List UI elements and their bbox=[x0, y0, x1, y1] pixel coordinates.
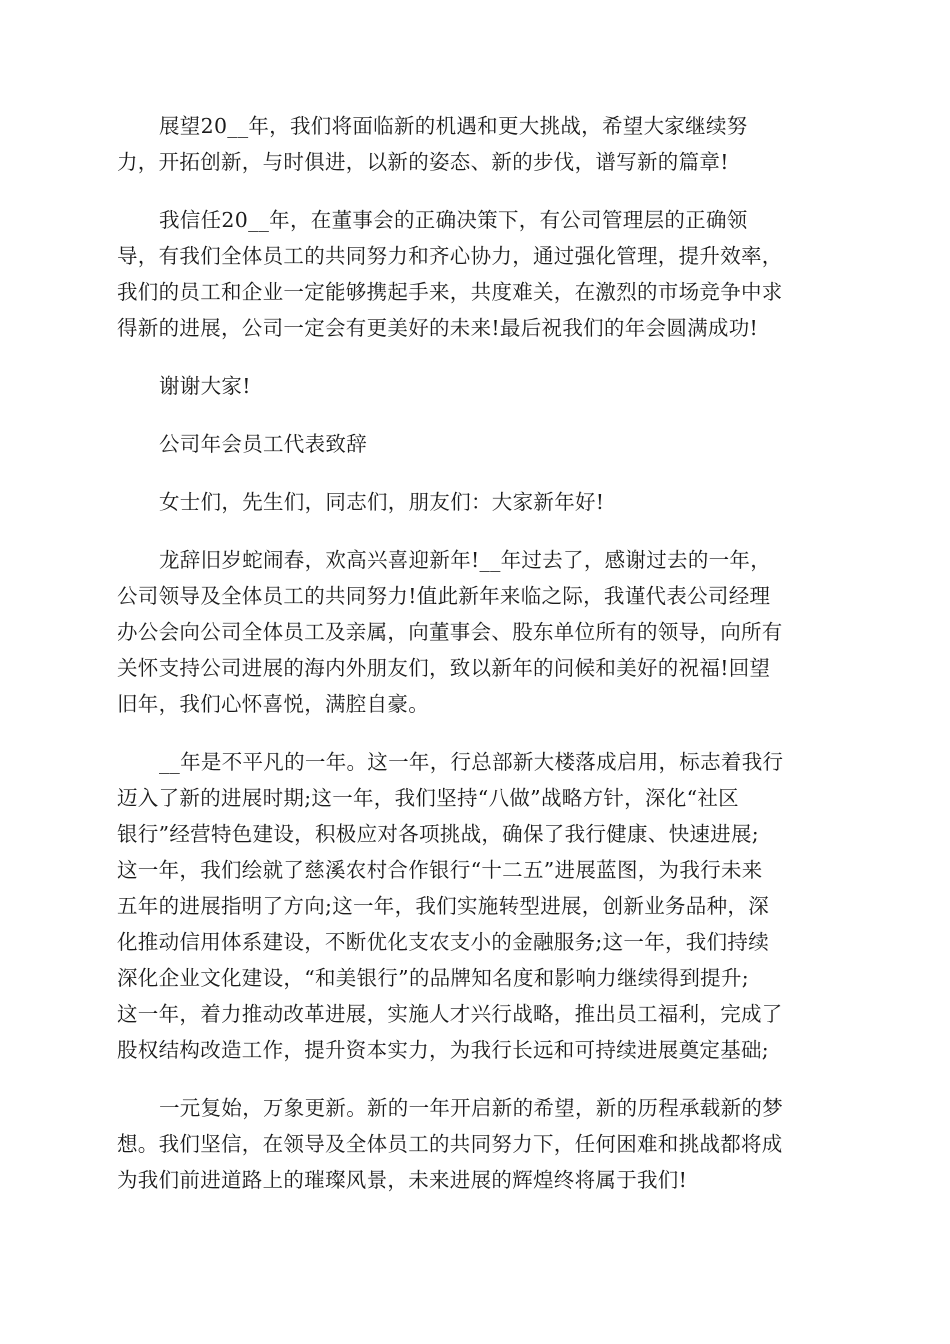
text-line: 想。我们坚信，在领导及全体员工的共同努力下，任何困难和挑战都将成 bbox=[117, 1132, 783, 1156]
section-title bbox=[117, 426, 837, 462]
text-line: 龙辞旧岁蛇闹春，欢高兴喜迎新年!__年过去了，感谢过去的一年， bbox=[159, 548, 772, 572]
text-line: 这一年，我们绘就了慈溪农村合作银行“十二五”进展蓝图，为我行未来 bbox=[117, 858, 763, 882]
text-line: 我信任20__年，在董事会的正确决策下，有公司管理层的正确领 bbox=[159, 208, 748, 232]
text-line: 旧年，我们心怀喜悦，满腔自豪。 bbox=[117, 692, 429, 716]
text-line: 五年的进展指明了方向;这一年，我们实施转型进展，创新业务品种，深 bbox=[117, 894, 770, 918]
text-line: 化推动信用体系建设，不断优化支农支小的金融服务;这一年，我们持续 bbox=[117, 930, 770, 954]
text-line: 我们的员工和企业一定能够携起手来，共度难关，在激烈的市场竞争中求 bbox=[117, 280, 783, 304]
text-line: 公司领导及全体员工的共同努力!值此新年来临之际，我谨代表公司经理 bbox=[117, 584, 771, 608]
paragraph-greeting bbox=[117, 484, 837, 520]
text-line: __年是不平凡的一年。这一年，行总部新大楼落成启用，标志着我行 bbox=[159, 750, 784, 774]
text-line: 得新的进展，公司一定会有更美好的未来!最后祝我们的年会圆满成功! bbox=[117, 316, 759, 340]
text-line: 股权结构改造工作，提升资本实力，为我行长远和可持续进展奠定基础; bbox=[117, 1038, 770, 1062]
text-line: 关怀支持公司进展的海内外朋友们，致以新年的问候和美好的祝福!回望 bbox=[117, 656, 771, 680]
text-line: 谢谢大家! bbox=[159, 374, 251, 398]
text-line: 这一年，着力推动改革进展，实施人才兴行战略，推出员工福利，完成了 bbox=[117, 1002, 783, 1026]
paragraph-outlook bbox=[117, 108, 837, 180]
text-line: 办公会向公司全体员工及亲属，向董事会、股东单位所有的领导，向所有 bbox=[117, 620, 783, 644]
paragraph-review bbox=[117, 744, 837, 1068]
section-heading: 公司年会员工代表致辞 bbox=[159, 432, 367, 456]
text-line: 深化企业文化建设，“和美银行”的品牌知名度和影响力继续得到提升; bbox=[117, 966, 749, 990]
text-line: 导，有我们全体员工的共同努力和齐心协力，通过强化管理，提升效率， bbox=[117, 244, 783, 268]
text-line: 女士们，先生们，同志们，朋友们：大家新年好! bbox=[159, 490, 605, 514]
text-line: 银行”经营特色建设，积极应对各项挑战，确保了我行健康、快速进展; bbox=[117, 822, 759, 846]
document-body bbox=[117, 108, 837, 1220]
paragraph-confidence bbox=[117, 202, 837, 346]
text-line: 一元复始，万象更新。新的一年开启新的希望，新的历程承载新的梦 bbox=[159, 1096, 783, 1120]
text-line: 展望20__年，我们将面临新的机遇和更大挑战，希望大家继续努 bbox=[159, 114, 748, 138]
text-line: 力，开拓创新，与时俱进，以新的姿态、新的步伐，谱写新的篇章! bbox=[117, 150, 729, 174]
text-line: 为我们前进道路上的璀璨风景，未来进展的辉煌终将属于我们! bbox=[117, 1168, 688, 1192]
paragraph-new-year bbox=[117, 542, 837, 722]
text-line: 迈入了新的进展时期;这一年，我们坚持“八做”战略方针，深化“社区 bbox=[117, 786, 739, 810]
paragraph-thanks bbox=[117, 368, 837, 404]
paragraph-closing bbox=[117, 1090, 837, 1198]
